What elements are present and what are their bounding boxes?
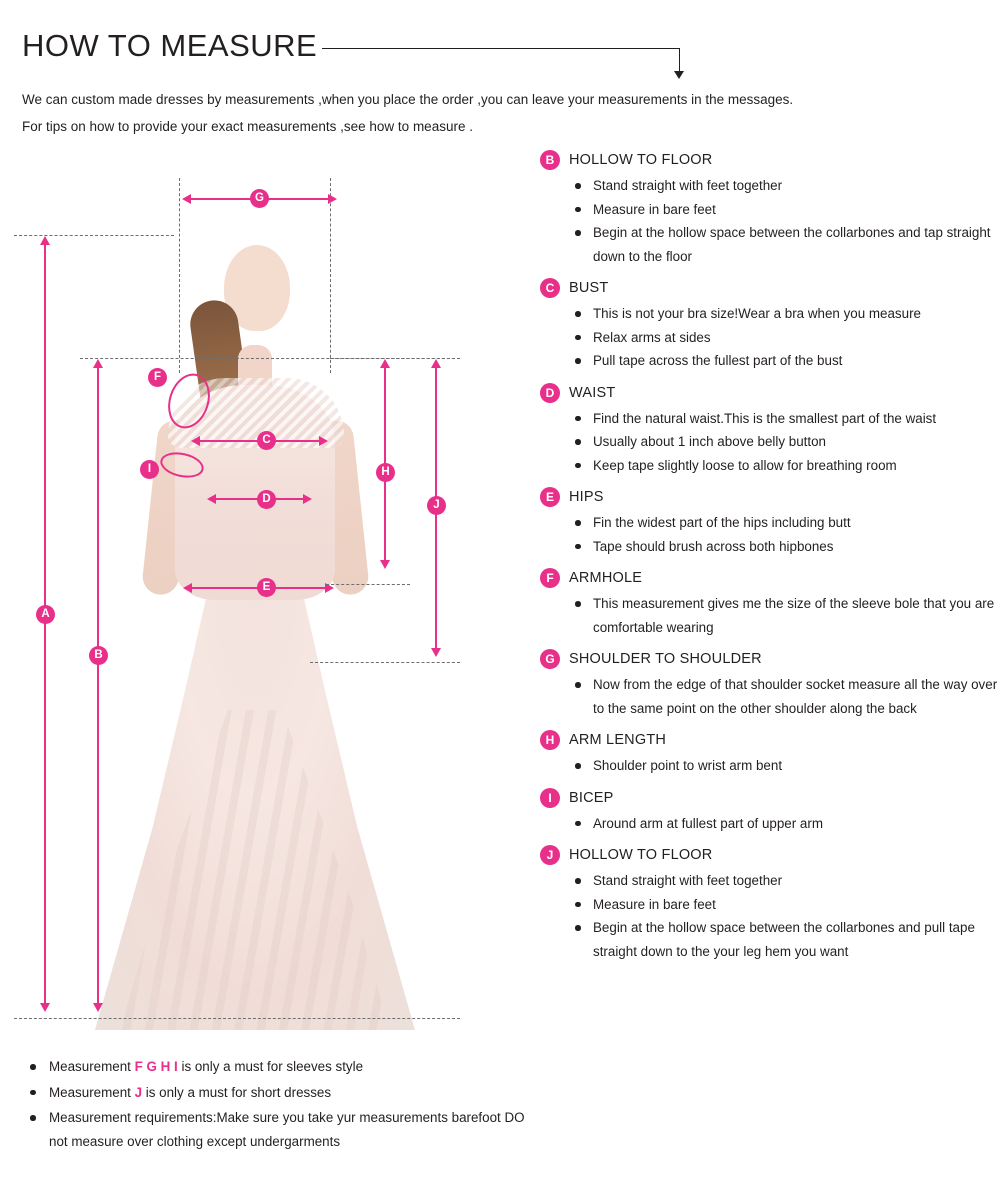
measure-arrow-j-top-icon (431, 359, 441, 368)
list-item: Stand straight with feet together (566, 869, 1000, 893)
section-title-i: BICEP (569, 789, 614, 806)
measure-arrow-a-top-icon (40, 236, 50, 245)
list-item: Measure in bare feet (566, 893, 1000, 917)
section-title-c: BUST (569, 280, 609, 296)
section-armhole (540, 568, 1000, 639)
guide-e-right (326, 584, 410, 585)
section-badge-d: D (540, 383, 560, 403)
guide-g-left (179, 178, 180, 373)
measure-badge-f: F (148, 368, 167, 387)
measure-arrow-j-bottom-icon (431, 648, 441, 657)
list-item: Measure in bare feet (566, 198, 1000, 222)
list-item: Stand straight with feet together (566, 174, 1000, 198)
list-item: Find the natural waist.This is the smallest part of the waist (566, 407, 1000, 431)
note-requirements (22, 1106, 542, 1153)
guide-a-bottom (14, 1018, 460, 1019)
measurement-figure (0, 150, 505, 1030)
list-item: This is not your bra size!Wear a bra when you measure (566, 302, 1000, 326)
note-text-end: is only a must for short dresses (142, 1084, 332, 1100)
list-item: Shoulder point to wrist arm bent (566, 754, 1000, 778)
guide-g-right (330, 178, 331, 373)
measurement-instructions-list (540, 150, 1000, 973)
list-item: Tape should brush across both hipbones (566, 535, 1000, 559)
note-short-dresses (22, 1081, 542, 1105)
section-title-g: SHOULDER TO SHOULDER (569, 651, 762, 667)
section-shoulder-to-shoulder (540, 649, 1000, 720)
measure-arrow-c-left-icon (191, 436, 200, 446)
measure-arrow-a-bottom-icon (40, 1003, 50, 1012)
section-bicep (540, 788, 1000, 836)
list-item: Around arm at fullest part of upper arm (566, 812, 1000, 836)
list-item: Begin at the hollow space between the collarbones and pull tape straight down to the your leg hem you want (566, 916, 1000, 963)
measure-badge-b: B (89, 646, 108, 665)
section-title-e: HIPS (569, 489, 604, 505)
section-badge-b: B (540, 150, 560, 170)
section-hips (540, 487, 1000, 558)
measure-arrow-b-top-icon (93, 359, 103, 368)
list-item: Now from the edge of that shoulder socket measure all the way over to the same point on the other shoulder along the back (566, 673, 1000, 720)
measure-badge-d: D (257, 490, 276, 509)
measure-arrow-d-right-icon (303, 494, 312, 504)
measure-badge-a: A (36, 605, 55, 624)
guide-a-top (14, 235, 174, 236)
section-hollow-to-floor-j (540, 845, 1000, 963)
measure-arrow-b-bottom-icon (93, 1003, 103, 1012)
list-item: Pull tape across the fullest part of the bust (566, 349, 1000, 373)
list-item: This measurement gives me the size of the sleeve bole that you are comfortable wearing (566, 592, 1000, 639)
section-title-j: HOLLOW TO FLOOR (569, 847, 713, 863)
page-title: HOW TO MEASURE (22, 28, 318, 63)
section-waist (540, 383, 1000, 478)
measure-badge-c: C (257, 431, 276, 450)
list-item: Begin at the hollow space between the collarbones and tap straight down to the floor (566, 221, 1000, 268)
measure-badge-e: E (257, 578, 276, 597)
measure-arrow-d-left-icon (207, 494, 216, 504)
note-text: Measurement (49, 1084, 135, 1100)
note-text: Measurement (49, 1059, 135, 1074)
list-item: Keep tape slightly loose to allow for breathing room (566, 454, 1000, 478)
list-item: Fin the widest part of the hips including butt (566, 511, 1000, 535)
measure-arrow-g-right-icon (328, 194, 337, 204)
section-badge-g: G (540, 649, 560, 669)
measure-line-a (44, 244, 46, 1010)
note-text-end: is only a must for sleeves style (177, 1059, 364, 1074)
measure-arrow-h-bottom-icon (380, 560, 390, 569)
section-badge-c: C (540, 278, 560, 298)
measure-badge-g: G (250, 189, 269, 208)
note-text: Measurement requirements:Make sure you take yur measurements barefoot DO not measure over clothing except undergarments (49, 1110, 525, 1149)
note-letters: J (134, 1084, 143, 1100)
section-bust (540, 278, 1000, 373)
model-photo (0, 150, 505, 1030)
measure-line-b (97, 367, 99, 1010)
measure-badge-i: I (140, 460, 159, 479)
intro-text-line-2: For tips on how to provide your exact measurements ,see how to measure . (22, 119, 473, 134)
measure-arrow-e-left-icon (183, 583, 192, 593)
note-sleeves (22, 1055, 542, 1079)
section-badge-f: F (540, 568, 560, 588)
section-hollow-to-floor-b (540, 150, 1000, 268)
section-badge-i: I (540, 788, 560, 808)
section-title-d: WAIST (569, 384, 616, 401)
measure-arrow-h-top-icon (380, 359, 390, 368)
list-item: Relax arms at sides (566, 326, 1000, 350)
measure-badge-h: H (376, 463, 395, 482)
section-title-f: ARMHOLE (569, 570, 643, 586)
section-arm-length (540, 730, 1000, 778)
list-item: Usually about 1 inch above belly button (566, 430, 1000, 454)
guide-j-bottom (310, 662, 460, 663)
footer-notes (22, 1055, 542, 1155)
measure-badge-j: J (427, 496, 446, 515)
measure-arrow-c-right-icon (319, 436, 328, 446)
title-rule (322, 48, 680, 49)
title-rule-arrow-icon (674, 71, 684, 79)
section-badge-j: J (540, 845, 560, 865)
intro-text-line-1: We can custom made dresses by measurements ,when you place the order ,you can leave your measurements in the messages. (22, 92, 794, 107)
section-title-h: ARM LENGTH (569, 732, 667, 748)
section-title-b: HOLLOW TO FLOOR (569, 152, 713, 168)
note-letters: F G H I (134, 1059, 178, 1074)
section-badge-e: E (540, 487, 560, 507)
measure-arrow-g-left-icon (182, 194, 191, 204)
section-badge-h: H (540, 730, 560, 750)
